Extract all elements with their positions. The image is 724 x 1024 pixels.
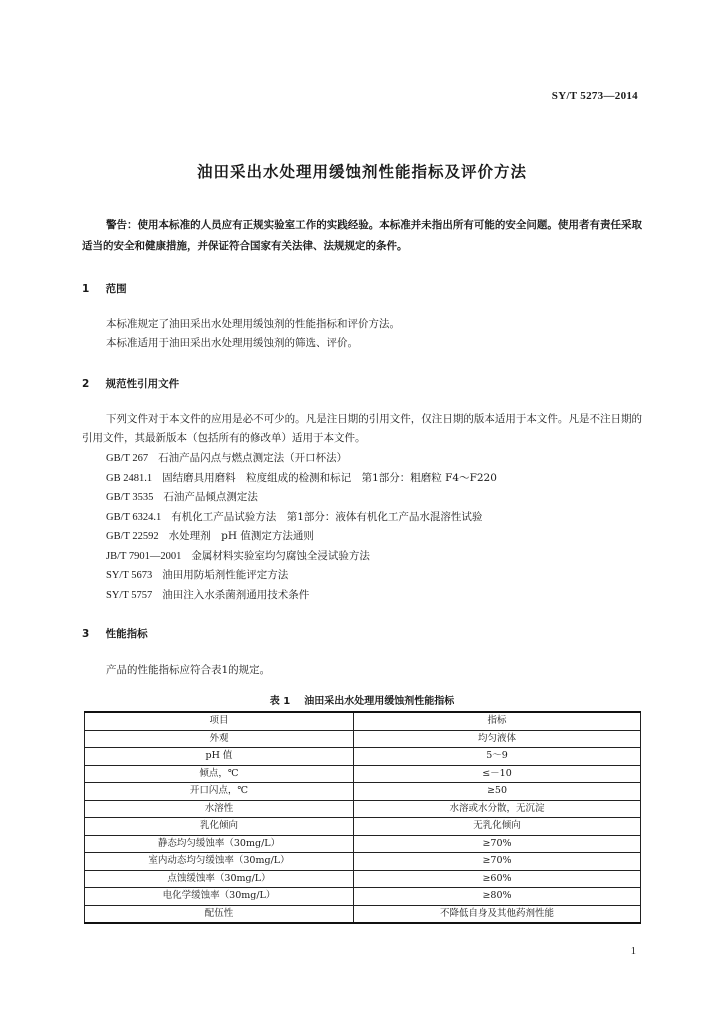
reference-list — [106, 449, 497, 605]
table-header-cell: 项目 — [85, 712, 354, 730]
section-3-body — [82, 661, 642, 680]
reference-item — [106, 449, 497, 469]
table-cell-item: 倾点，℃ — [85, 765, 354, 783]
table-cell-item: 电化学缓蚀率（30mg/L） — [85, 888, 354, 906]
section-title: 范围 — [105, 283, 127, 295]
table-label: 表 1 — [269, 696, 291, 707]
reference-item — [106, 508, 497, 528]
paragraph: 本标准适用于油田采出水处理用缓蚀剂的筛选、评价。 — [106, 337, 358, 349]
table-cell-value: ≥80% — [354, 888, 641, 906]
reference-code: GB/T 267 — [106, 453, 149, 464]
table-cell-value: ≥70% — [354, 853, 641, 871]
table-cell-item: 配伍性 — [85, 905, 354, 923]
table-header-cell: 指标 — [354, 712, 641, 730]
table-caption — [0, 692, 724, 707]
reference-item — [106, 547, 497, 567]
reference-item — [106, 527, 497, 547]
table-cell-item: 开口闪点，℃ — [85, 783, 354, 801]
performance-table — [84, 711, 641, 924]
reference-item — [106, 566, 497, 586]
table-cell-value: 无乳化倾向 — [354, 818, 641, 836]
section-1-body — [82, 315, 642, 353]
section-3-heading — [82, 626, 148, 641]
table-row — [85, 835, 641, 853]
reference-title: 有机化工产品试验方法 第1部分：液体有机化工产品水混溶性试验 — [171, 510, 483, 523]
page-number: 1 — [630, 946, 636, 957]
table-row — [85, 748, 641, 766]
table-cell-item: 乳化倾向 — [85, 818, 354, 836]
table-cell-item: pH 值 — [85, 748, 354, 766]
table-row — [85, 818, 641, 836]
section-number: 2 — [82, 378, 90, 390]
table-cell-item: 点蚀缓蚀率（30mg/L） — [85, 870, 354, 888]
reference-code: GB/T 6324.1 — [106, 511, 162, 523]
reference-code: GB 2481.1 — [106, 472, 153, 484]
table-cell-value: ≥70% — [354, 835, 641, 853]
table-row — [85, 853, 641, 871]
reference-title: 固结磨具用磨料 粒度组成的检测和标记 第1部分：粗磨粒 F4～F220 — [162, 471, 497, 484]
reference-title: 石油产品闪点与燃点测定法（开口杯法） — [158, 452, 348, 464]
section-number: 1 — [82, 283, 90, 295]
table-cell-value: 水溶或水分散，无沉淀 — [354, 800, 641, 818]
section-title: 规范性引用文件 — [105, 378, 180, 390]
table-cell-value: ≥60% — [354, 870, 641, 888]
reference-code: GB/T 22592 — [106, 531, 159, 542]
reference-code: SY/T 5673 — [106, 570, 153, 581]
section-number: 3 — [82, 628, 90, 640]
reference-code: JB/T 7901—2001 — [106, 550, 182, 562]
section-2-body — [82, 410, 642, 448]
paragraph: 下列文件对于本文件的应用是必不可少的。凡是注日期的引用文件，仅注日期的版本适用于本文件。凡是不注日期的引用文件，其最新版本（包括所有的修改单）适用于本文件。 — [82, 413, 642, 444]
table-cell-item: 水溶性 — [85, 800, 354, 818]
table-cell-value: 不降低自身及其他药剂性能 — [354, 905, 641, 923]
table-row — [85, 730, 641, 748]
reference-title: 金属材料实验室均匀腐蚀全浸试验方法 — [191, 549, 370, 562]
paragraph: 本标准规定了油田采出水处理用缓蚀剂的性能指标和评价方法。 — [106, 318, 400, 330]
reference-title: 油田注入水杀菌剂通用技术条件 — [162, 588, 310, 601]
table-row — [85, 765, 641, 783]
section-2-heading — [82, 376, 179, 391]
table-row — [85, 888, 641, 906]
table-header-row — [85, 712, 641, 730]
paragraph: 产品的性能指标应符合表1的规定。 — [106, 664, 271, 676]
table-cell-value: ≥50 — [354, 783, 641, 801]
table-row — [85, 783, 641, 801]
table-cell-value: 均匀液体 — [354, 730, 641, 748]
table-cell-item: 室内动态均匀缓蚀率（30mg/L） — [85, 853, 354, 871]
reference-item — [106, 488, 497, 508]
reference-code: GB/T 3535 — [106, 492, 154, 503]
table-cell-value: 5～9 — [354, 748, 641, 766]
table-cell-item: 外观 — [85, 730, 354, 748]
reference-title: 油田用防垢剂性能评定方法 — [162, 569, 289, 581]
reference-title: 石油产品倾点测定法 — [163, 491, 258, 503]
section-1-heading — [82, 281, 127, 296]
reference-code: SY/T 5757 — [106, 589, 153, 601]
reference-title: 水处理剂 pH 值测定方法通则 — [168, 530, 314, 542]
reference-item — [106, 586, 497, 606]
table-row — [85, 800, 641, 818]
table-title: 油田采出水处理用缓蚀剂性能指标 — [304, 696, 455, 707]
table-row — [85, 905, 641, 923]
table-row — [85, 870, 641, 888]
section-title: 性能指标 — [105, 628, 148, 640]
standard-code: SY/T 5273—2014 — [551, 90, 638, 102]
warning-notice: 警告：使用本标准的人员应有正规实验室工作的实践经验。本标准并未指出所有可能的安全问题。使用者有责任采取适当的安全和健康措施，并保证符合国家有关法律、法规规定的条件。 — [82, 219, 642, 252]
table-cell-value: ≤－10 — [354, 765, 641, 783]
document-title: 油田采出水处理用缓蚀剂性能指标及评价方法 — [196, 163, 527, 181]
reference-item — [106, 469, 497, 489]
table-cell-item: 静态均匀缓蚀率（30mg/L） — [85, 835, 354, 853]
